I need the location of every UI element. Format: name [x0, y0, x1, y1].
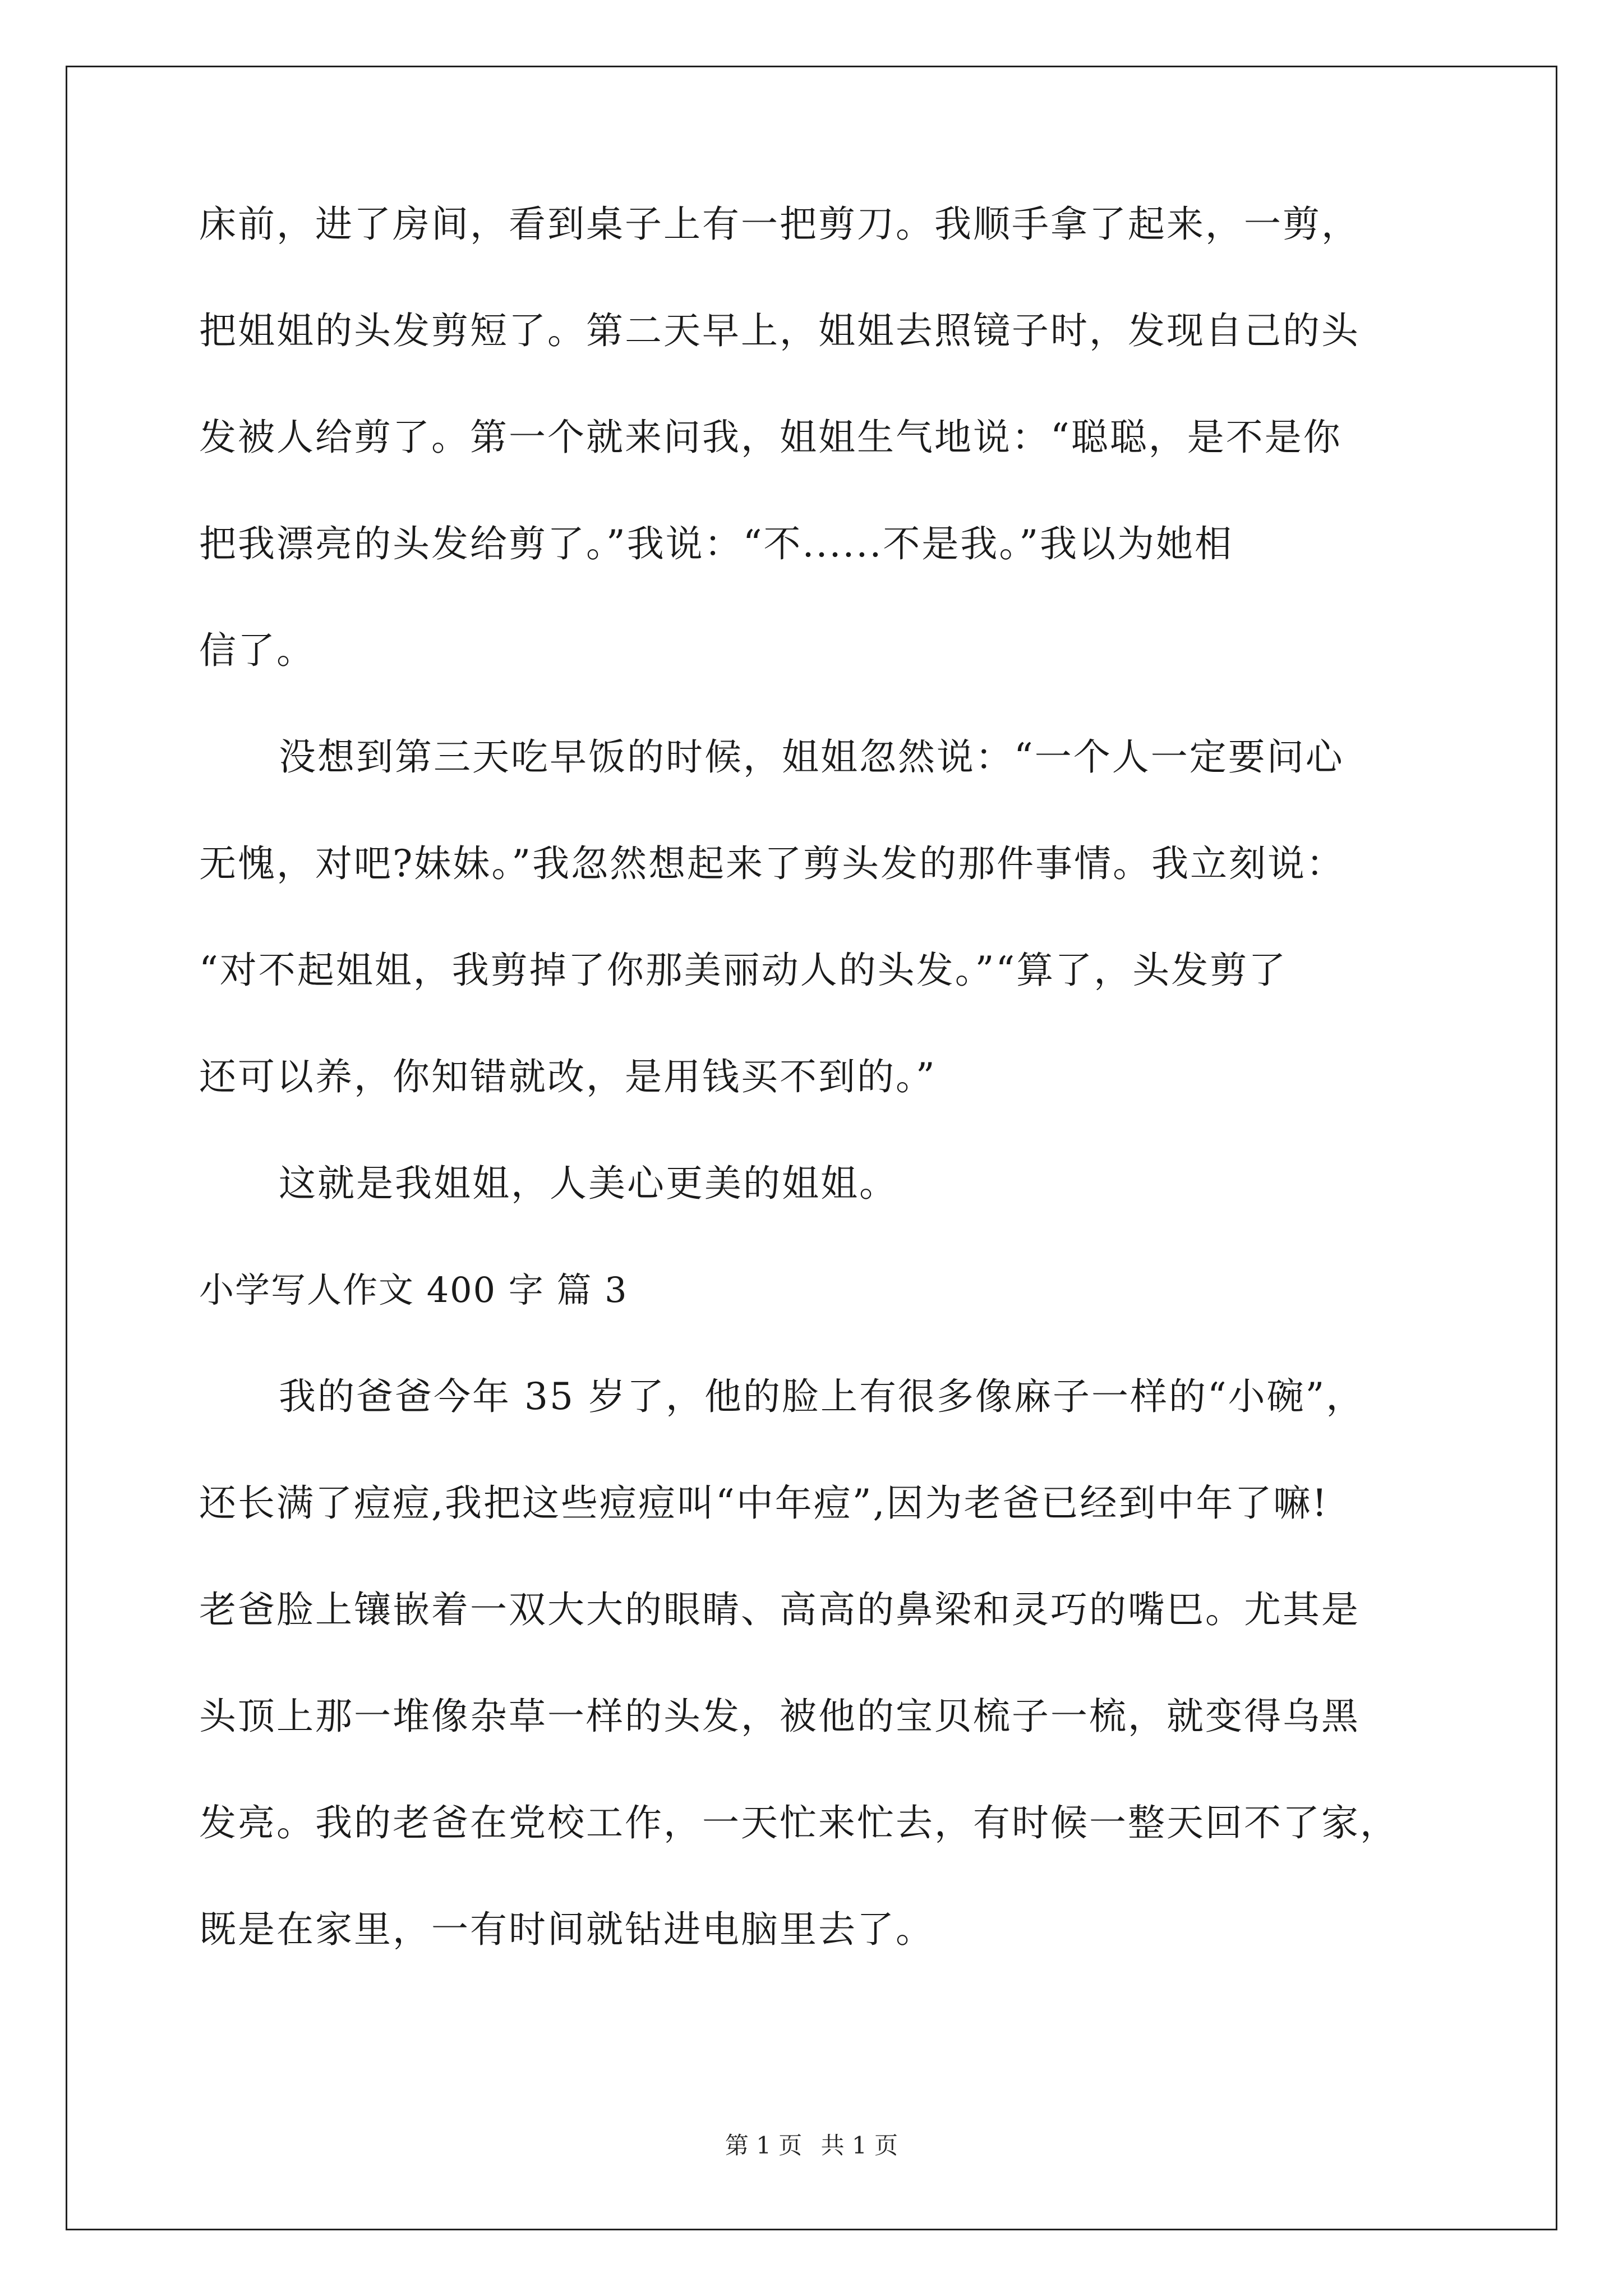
page-footer: [0, 2129, 1623, 2162]
text-line: 还可以养，你知错就改，是用钱买不到的。”: [199, 1055, 937, 1098]
paragraph-first-line: 没想到第三天吃早饭的时候，姐姐忽然说：“一个人一定要问心: [279, 735, 1344, 779]
text-line: 把姐姐的头发剪短了。第二天早上，姐姐去照镜子时，发现自己的头: [199, 309, 1360, 352]
text-line: 既是在家里，一有时间就钻进电脑里去了。: [199, 1908, 934, 1951]
page-total: 共 1 页: [820, 2132, 898, 2159]
text-line: 无愧，对吧?妹妹。”我忽然想起来了剪头发的那件事情。我立刻说：: [199, 842, 1345, 885]
text-line: 发被人给剪了。第一个就来问我，姐姐生气地说：“聪聪，是不是你: [199, 416, 1342, 459]
text-line: 头顶上那一堆像杂草一样的头发，被他的宝贝梳子一梳，就变得乌黑: [199, 1695, 1360, 1738]
text-line: 老爸脸上镶嵌着一双大大的眼睛、高高的鼻梁和灵巧的嘴巴。尤其是: [199, 1588, 1360, 1631]
text-line: 床前，进了房间，看到桌子上有一把剪刀。我顺手拿了起来，一剪，: [199, 203, 1360, 246]
page-border: [66, 66, 1557, 2230]
section-heading: 小学写人作文 400 字 篇 3: [199, 1269, 628, 1310]
text-line: 把我漂亮的头发给剪了。”我说：“不......不是我。”我以为她相: [199, 522, 1234, 565]
paragraph-first-line: 这就是我姐姐，人美心更美的姐姐。: [279, 1162, 898, 1205]
text-line: 信了。: [199, 629, 315, 672]
page-number: 第 1 页: [725, 2132, 803, 2159]
text-line: 还长满了痘痘,我把这些痘痘叫“中年痘”,因为老爸已经到中年了嘛!: [199, 1481, 1329, 1525]
text-line: “对不起姐姐，我剪掉了你那美丽动人的头发。”“算了，头发剪了: [199, 949, 1288, 992]
text-line: 发亮。我的老爸在党校工作，一天忙来忙去，有时候一整天回不了家，: [199, 1801, 1399, 1844]
paragraph-first-line: 我的爸爸今年 35 岁了，他的脸上有很多像麻子一样的“小碗”，: [279, 1375, 1365, 1418]
